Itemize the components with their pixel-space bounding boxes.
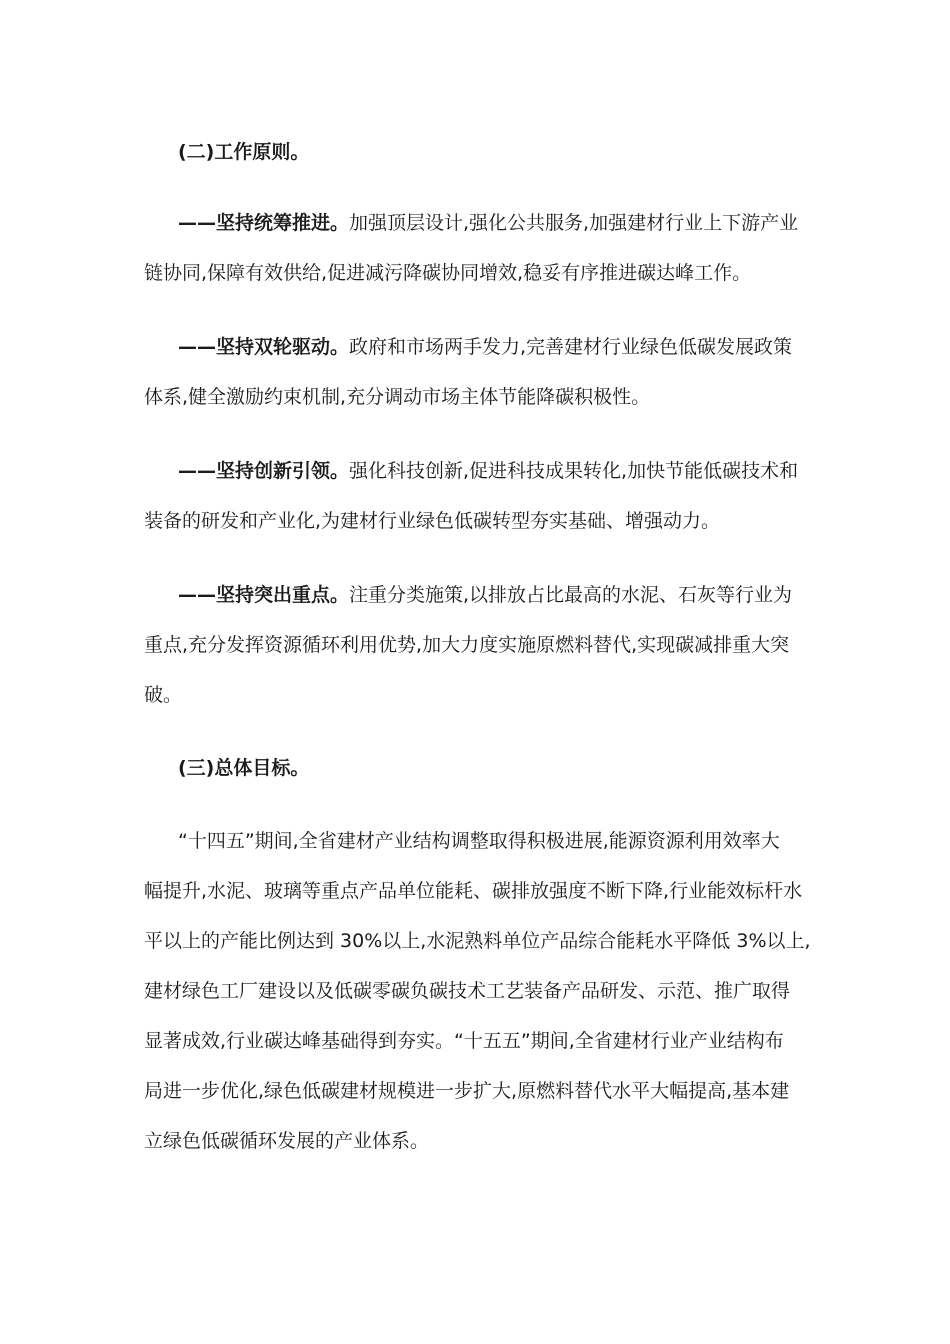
principle-4-lead: ——坚持突出重点。 xyxy=(178,584,350,606)
goals-line-7: 立绿色低碳循环发展的产业体系。 xyxy=(144,1130,430,1152)
section-heading-overall-goals: (三)总体目标。 xyxy=(178,757,310,779)
section-heading-work-principles: (二)工作原则。 xyxy=(178,141,310,163)
principle-1-line-1 xyxy=(178,210,798,236)
principle-2-lead: ——坚持双轮驱动。 xyxy=(178,336,350,358)
principle-2-line-1 xyxy=(178,334,792,360)
goals-line-6: 局进一步优化,绿色低碳建材规模进一步扩大,原燃料替代水平大幅提高,基本建 xyxy=(144,1080,790,1102)
principle-2-line-2: 体系,健全激励约束机制,充分调动市场主体节能降碳积极性。 xyxy=(144,386,651,408)
goals-line-3: 平以上的产能比例达到 30%以上,水泥熟料单位产品综合能耗水平降低 3%以上, xyxy=(144,930,811,952)
principle-1-text: 加强顶层设计,强化公共服务,加强建材行业上下游产业 xyxy=(349,212,799,234)
principle-1-lead: ——坚持统筹推进。 xyxy=(178,212,350,234)
goals-line-4: 建材绿色工厂建设以及低碳零碳负碳技术工艺装备产品研发、示范、推广取得 xyxy=(144,980,791,1002)
goals-line-2: 幅提升,水泥、玻璃等重点产品单位能耗、碳排放强度不断下降,行业能效标杆水 xyxy=(144,880,803,902)
principle-3-lead: ——坚持创新引领。 xyxy=(178,460,350,482)
principle-2-text: 政府和市场两手发力,完善建材行业绿色低碳发展政策 xyxy=(349,336,793,358)
principle-4-line-3: 破。 xyxy=(144,684,183,706)
principle-1-line-2: 链协同,保障有效供给,促进减污降碳协同增效,稳妥有序推进碳达峰工作。 xyxy=(144,262,752,284)
principle-4-line-2: 重点,充分发挥资源循环利用优势,加大力度实施原燃料替代,实现碳减排重大突 xyxy=(144,634,790,656)
principle-3-line-1 xyxy=(178,458,798,484)
goals-line-5: 显著成效,行业碳达峰基础得到夯实。“十五五”期间,全省建材行业产业结构布 xyxy=(144,1030,784,1052)
principle-3-line-2: 装备的研发和产业化,为建材行业绿色低碳转型夯实基础、增强动力。 xyxy=(144,510,721,532)
principle-4-line-1 xyxy=(178,582,792,608)
principle-3-text: 强化科技创新,促进科技成果转化,加快节能低碳技术和 xyxy=(349,460,799,482)
goals-line-1: “十四五”期间,全省建材产业结构调整取得积极进展,能源资源利用效率大 xyxy=(178,830,780,852)
principle-4-text: 注重分类施策,以排放占比最高的水泥、石灰等行业为 xyxy=(349,584,793,606)
